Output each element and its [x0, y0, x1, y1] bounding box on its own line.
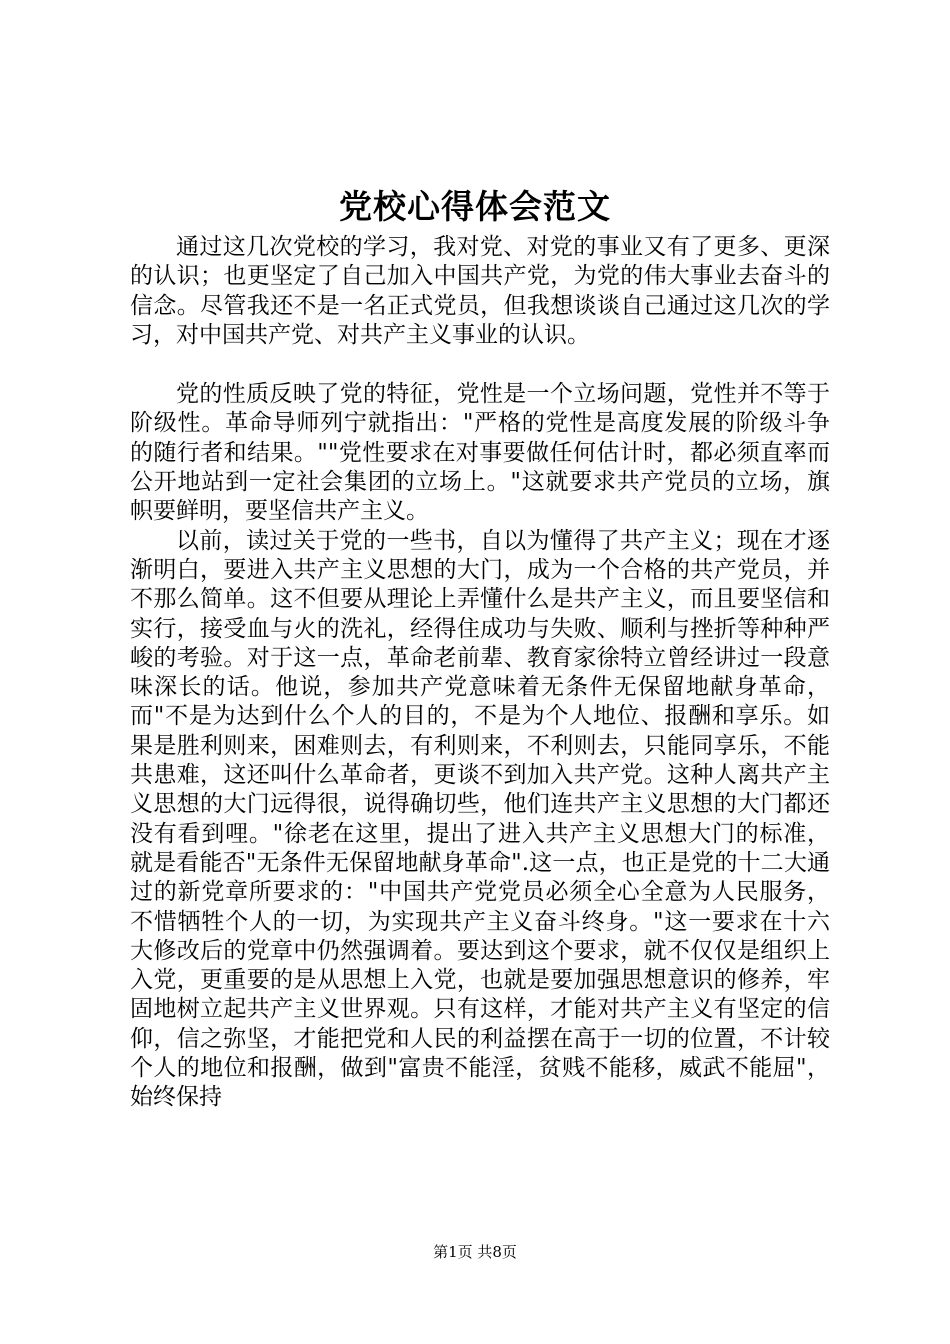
paragraph-intro: 通过这几次党校的学习，我对党、对党的事业又有了更多、更深的认识；也更坚定了自己加入中国共产党，为党的伟大事业去奋斗的信念。尽管我还不是一名正式党员，但我想谈谈自己通过这几次的学习，对中国共产党、对共产主义事业的认识。	[130, 234, 830, 348]
paragraph-party-nature: 党的性质反映了党的特征，党性是一个立场问题，党性并不等于阶级性。革命导师列宁就指出："严格的党性是高度发展的阶级斗争的随行者和结果。""党性要求在对事要做任何估计时，都必须直率而公开地站到一定社会集团的立场上。"这就要求共产党员的立场，旗帜要鲜明，要坚信共产主义。	[130, 381, 830, 525]
paragraph-spacer	[130, 350, 830, 380]
document-body	[130, 233, 830, 1113]
document-title: 党校心得体会范文	[339, 187, 611, 226]
page-footer: 第1页 共8页	[433, 1243, 517, 1261]
paragraph-communism: 以前，读过关于党的一些书，自以为懂得了共产主义；现在才逐渐明白，要进入共产主义思想的大门，成为一个合格的共产党员，并不那么简单。这不但要从理论上弄懂什么是共产主义，而且要坚信和实行，接受血与火的洗礼，经得住成功与失败、顺利与挫折等种种严峻的考验。对于这一点，革命老前辈、教育家徐特立曾经讲过一段意味深长的话。他说，参加共产党意味着无条件无保留地献身革命，而"不是为达到什么个人的目的，不是为个人地位、报酬和享乐。如果是胜利则来，困难则去，有利则来，不利则去，只能同享乐，不能共患难，这还叫什么革命者，更谈不到加入共产党。这种人离共产主义思想的大门远得很，说得确切些，他们连共产主义思想的大门都还没有看到哩。"徐老在这里，提出了进入共产主义思想大门的标准，就是看能否"无条件无保留地献身革命".这一点，也正是党的十二大通过的新党章所要求的："中国共产党党员必须全心全意为人民服务，不惜牺牲个人的一切，为实现共产主义奋斗终身。"这一要求在十六大修改后的党章中仍然强调着。要达到这个要求，就不仅仅是组织上入党，更重要的是从思想上入党，也就是要加强思想意识的修养，牢固地树立起共产主义世界观。只有这样，才能对共产主义有坚定的信仰，信之弥坚，才能把党和人民的利益摆在高于一切的位置，不计较个人的地位和报酬，做到"富贵不能淫，贫贱不能移，威武不能屈"，始终保持	[130, 527, 830, 1111]
